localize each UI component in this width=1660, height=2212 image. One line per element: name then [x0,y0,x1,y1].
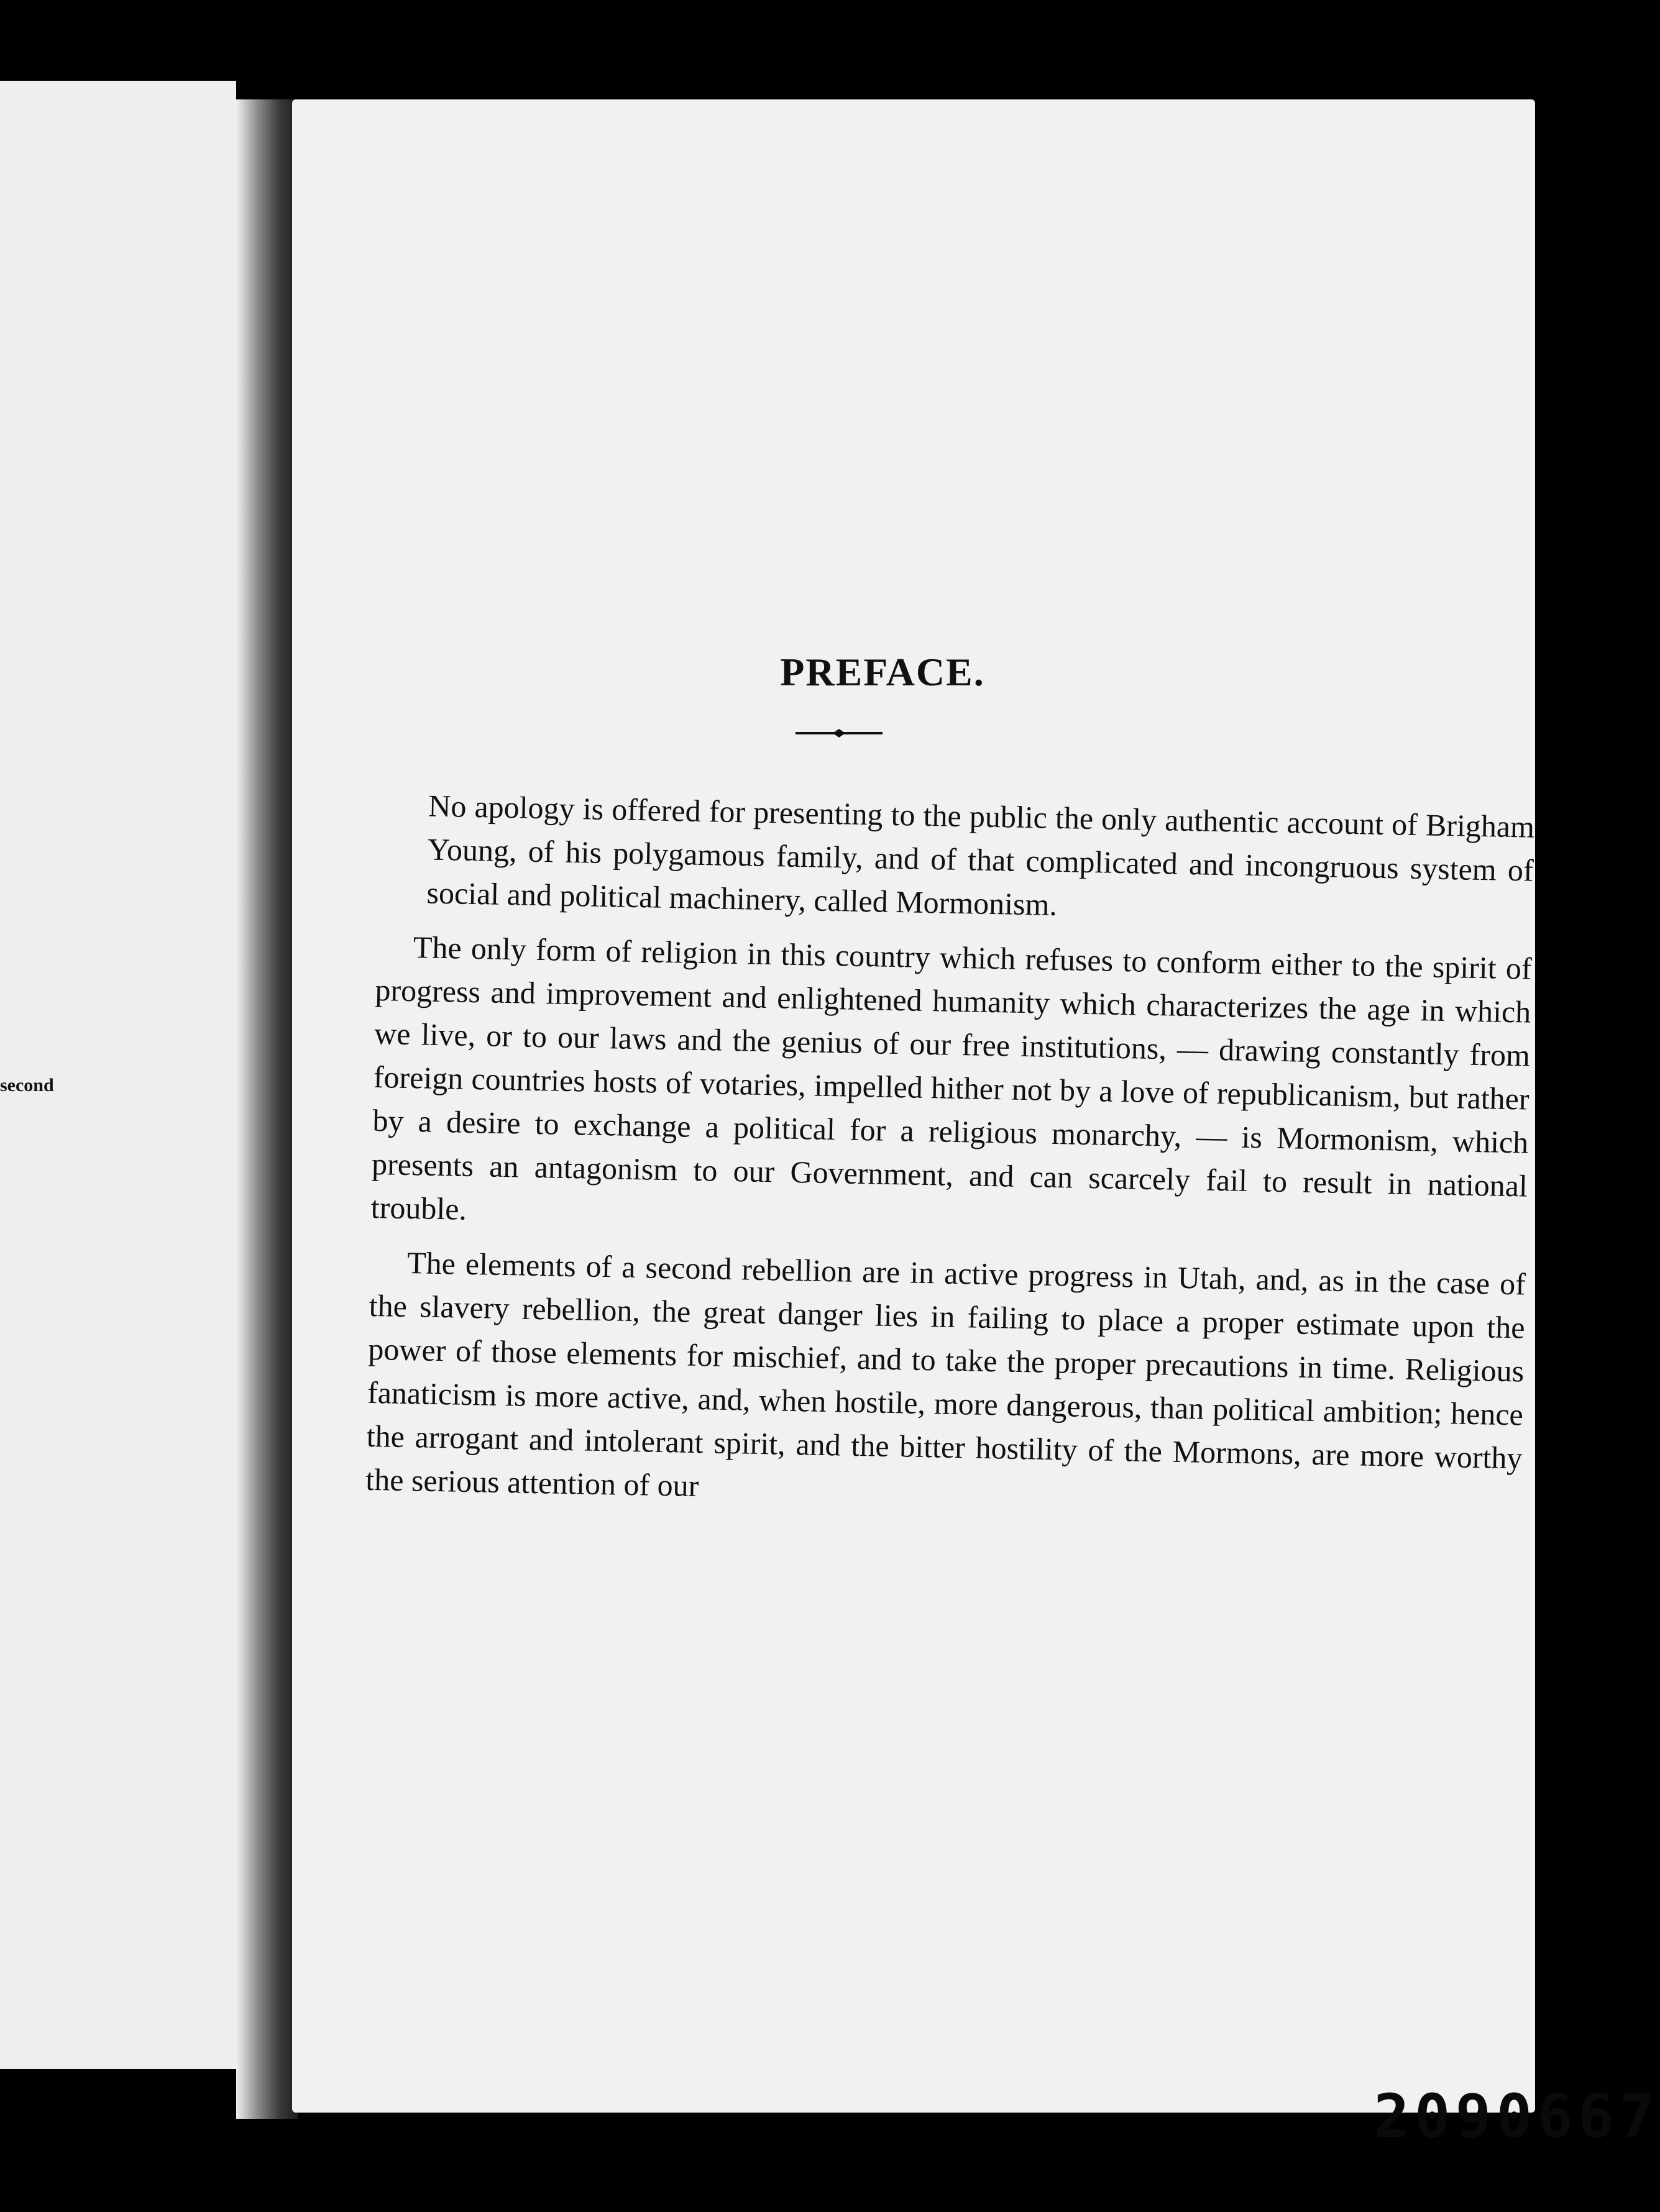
left-page-margin-word: second [0,1075,54,1095]
paragraph-3: The elements of a second rebellion are in active progress in Utah, and, as in the case of the slavery rebellion, the great danger lies in failing to place a proper estimate upon the power of those elements for mischief, and to take the proper precautions in time. Religious fanaticism is more active, and, when hostile, more dangerous, than political ambition; hence the arrogant and intolerant spirit, and the bitter hostility of the Mormons, are more worthy the serious attention of our [365,1245,1526,1504]
page-title: PREFACE. [780,650,985,694]
paragraph-2: The only form of religion in this country which refuses to conform either to the spirit of progress and improvement and enlightened humanity which characterizes the age in which we live, or to our laws and the genius of our free institutions, — drawing constantly from foreign countries hosts of votaries, impelled hither not by a love of republicanism, but rather by a desire to exchange a political for a religious monarchy, — is Mormonism, which presents an antagonism to our Government, and can scarcely fail to result in national trouble. [370,930,1533,1227]
paragraph-1: No apology is offered for presenting to the public the only authentic account of Brigham Young, of his polygamous family, and of that complicated and incongruous system of social and political machinery, called Mormonism. [426,788,1535,922]
book-gutter [236,99,298,2119]
left-page [0,81,236,2069]
main-page [292,99,1660,2151]
title-divider-ornament [796,727,883,739]
preface-body [365,783,1534,1534]
catalog-number: 2090667 [1373,2082,1660,2151]
